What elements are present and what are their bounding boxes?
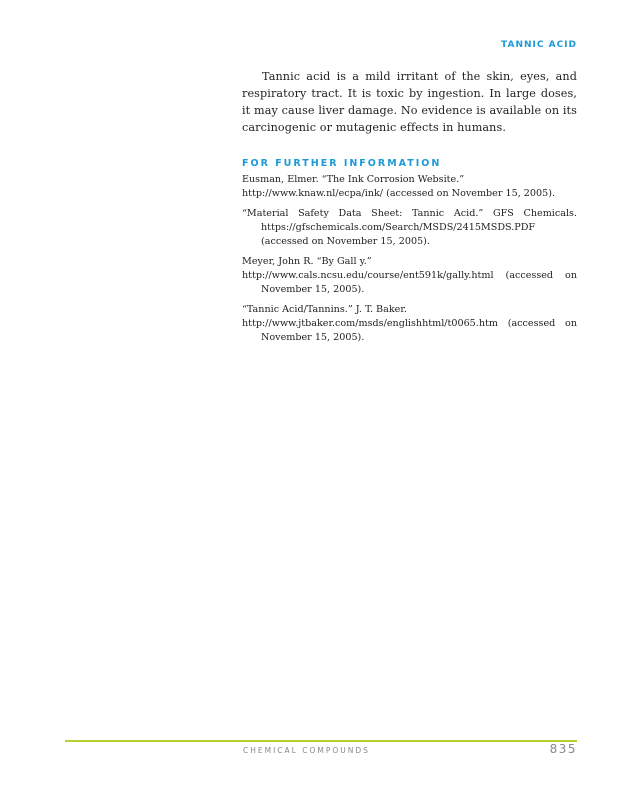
reference-item	[242, 255, 577, 297]
reference-text[interactable]: “Material Safety Data Sheet: Tannic Acid.” GFS Chemicals. https://gfschemicals.com/Search/MSDS/2415MSDS.PDF (accessed on November 15, 2005).	[242, 208, 577, 247]
reference-list	[242, 173, 577, 345]
footer-rule	[65, 740, 577, 742]
footer-section-title: CHEMICAL COMPOUNDS	[243, 746, 370, 755]
body-paragraph: Tannic acid is a mild irritant of the skin, eyes, and respiratory tract. It is toxic by ingestion. In large doses, it may cause liver damage. No evidence is available on its carcinogenic or mutagenic effects in humans.	[242, 70, 577, 134]
main-column	[242, 68, 577, 351]
page-number: 835	[549, 742, 577, 756]
reference-text: Eusman, Elmer. “The Ink Corrosion Website.”	[242, 174, 465, 185]
reference-item	[242, 207, 577, 249]
reference-item	[242, 173, 577, 201]
running-head: TANNIC ACID	[501, 40, 577, 50]
reference-text: Meyer, John R. “By Gall y.”	[242, 256, 372, 267]
reference-url[interactable]: http://www.jtbaker.com/msds/englishhtml/t0065.htm (accessed on November 15, 2005).	[242, 318, 577, 343]
reference-text: “Tannic Acid/Tannins.” J. T. Baker.	[242, 304, 407, 315]
section-heading: FOR FURTHER INFORMATION	[242, 158, 442, 169]
reference-url[interactable]: http://www.cals.ncsu.edu/course/ent591k/gally.html (accessed on November 15, 2005).	[242, 270, 577, 295]
reference-item	[242, 303, 577, 345]
reference-url[interactable]: http://www.knaw.nl/ecpa/ink/ (accessed on November 15, 2005).	[242, 188, 556, 199]
